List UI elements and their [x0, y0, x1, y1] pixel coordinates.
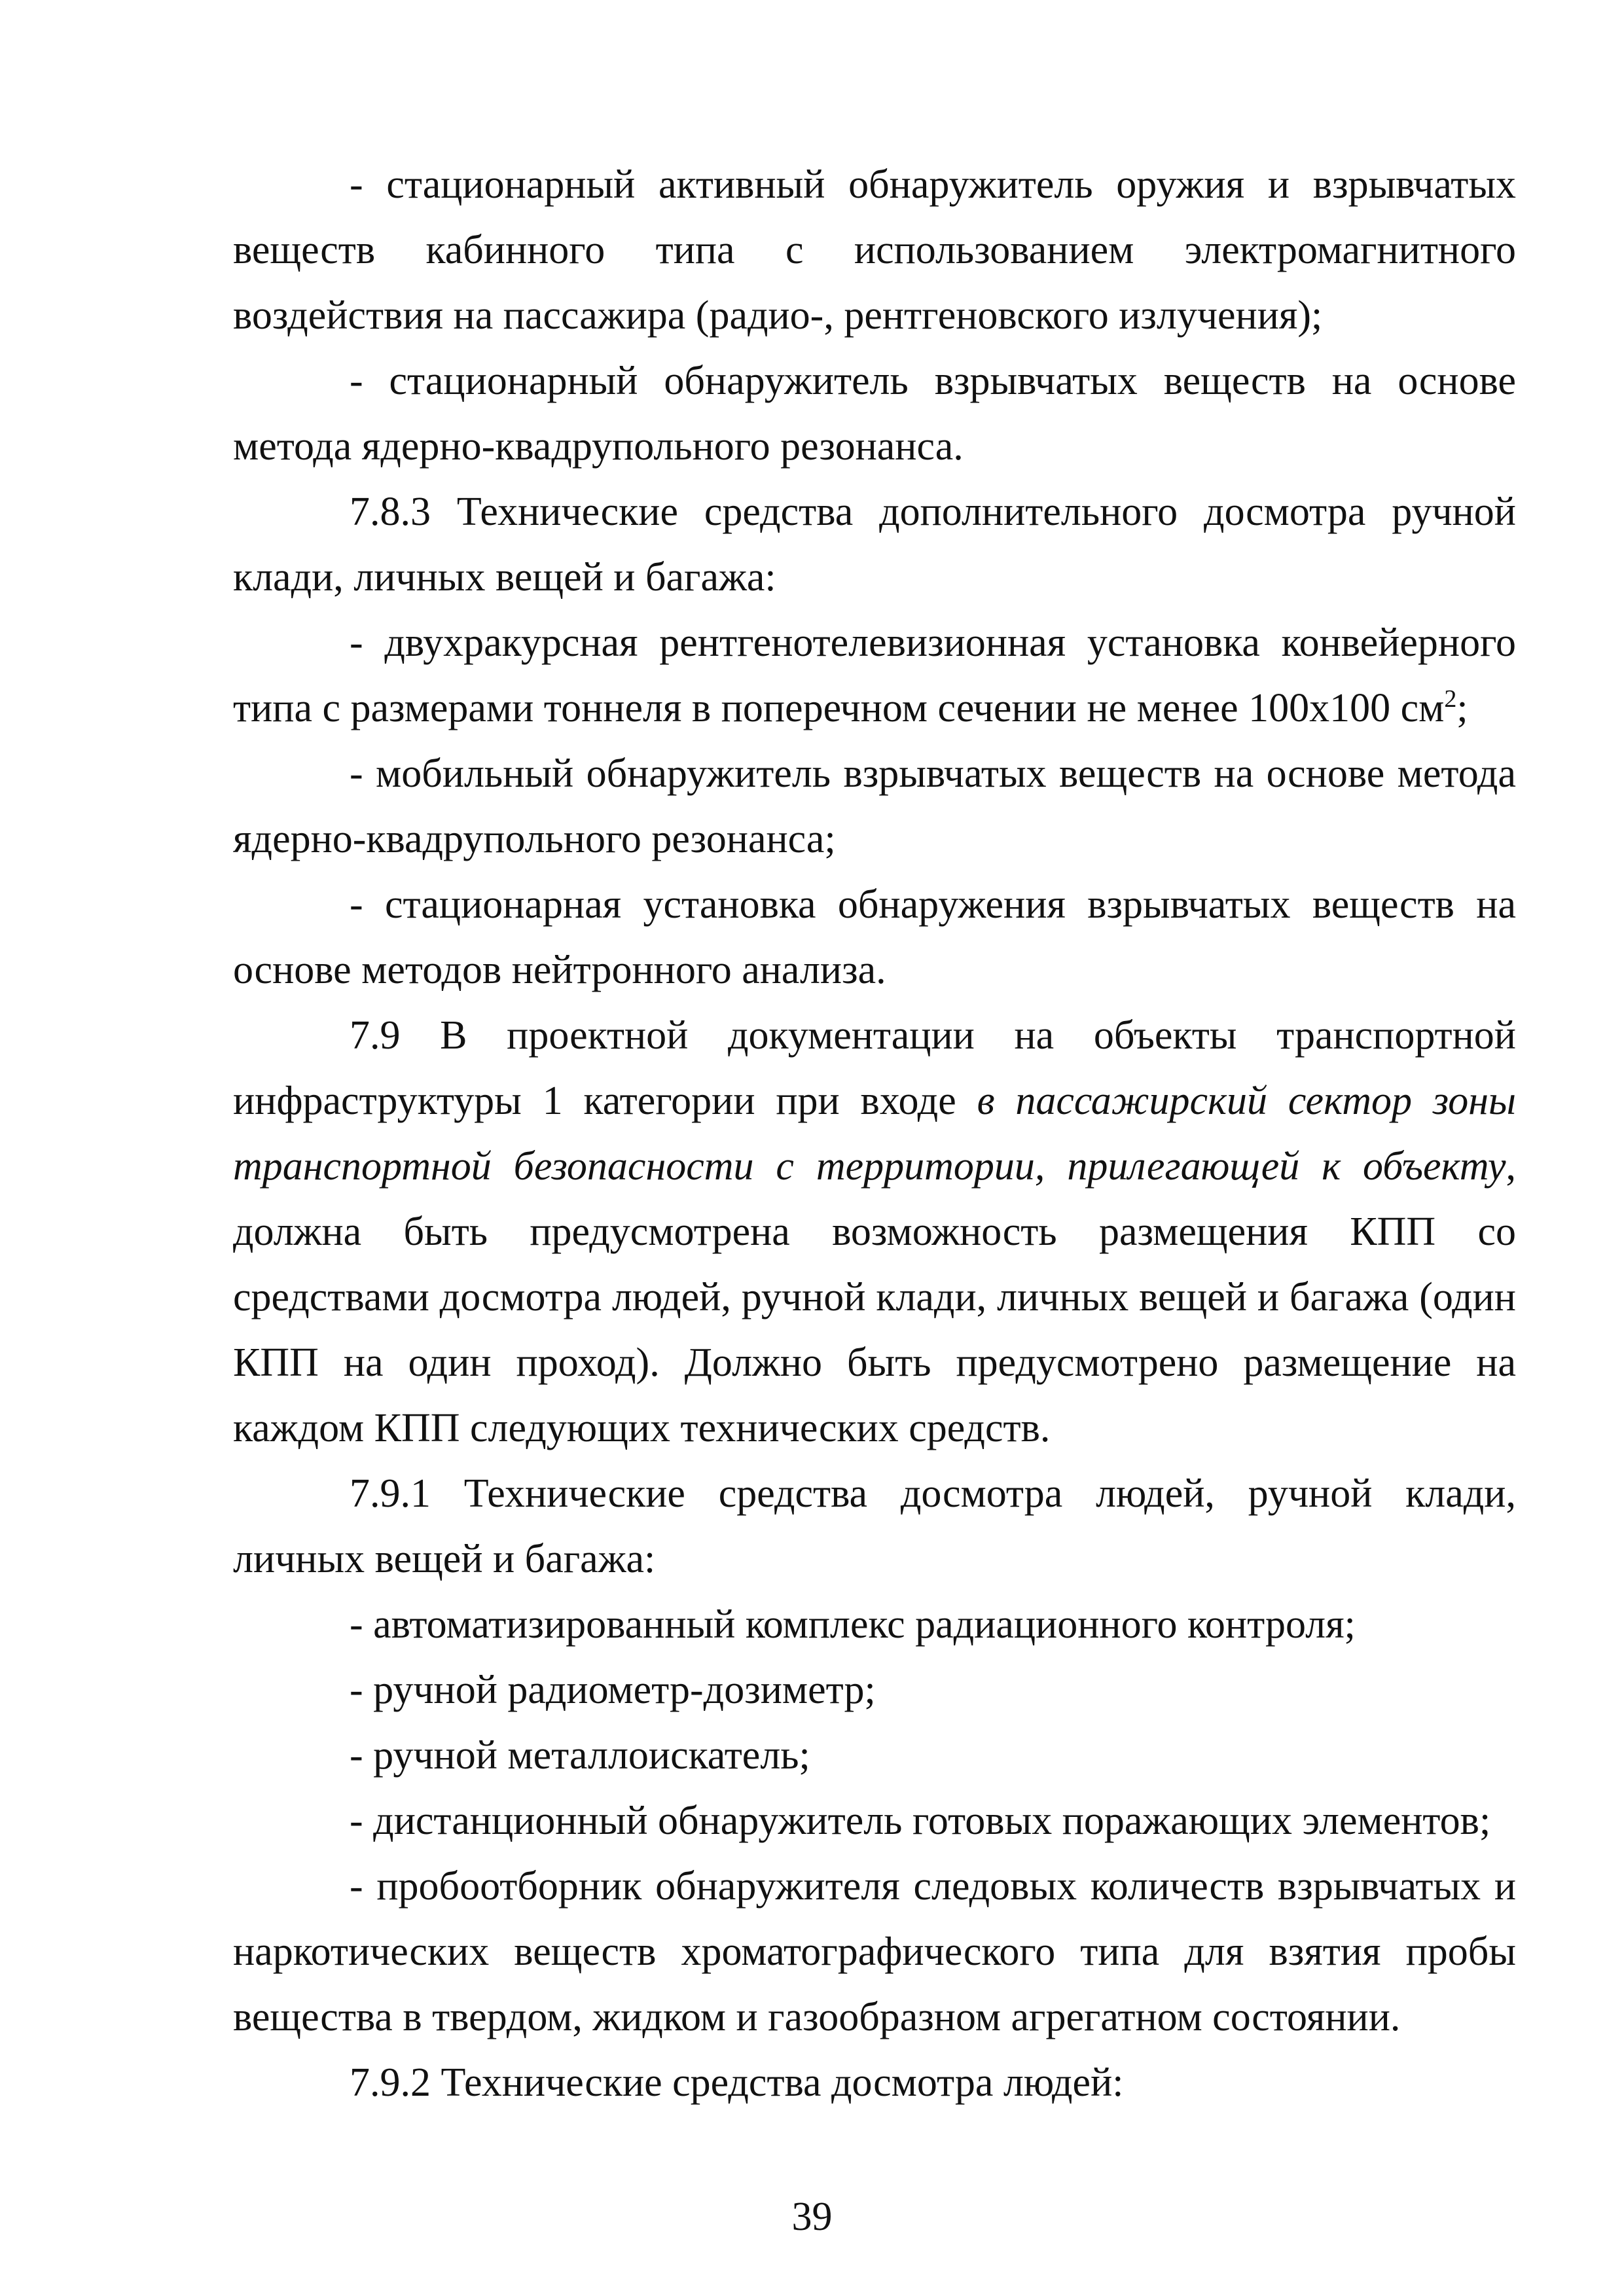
paragraph-7-8-3: 7.8.3 Технические средства дополнительного досмотра ручной клади, личных вещей и багажа: — [233, 490, 1516, 600]
list-item-radiometer: - ручной радиометр-дозиметр; — [350, 1668, 876, 1712]
paragraph-7-9-2: 7.9.2 Технические средства досмотра людей: — [350, 2060, 1124, 2105]
paragraph-cabin-detector: - стационарный активный обнаружитель оружия и взрывчатых веществ кабинного типа с использованием электромагнитного воздействия на пассажира (радио-, рентгеновского излучения); — [233, 162, 1516, 338]
paragraph-neutron-analysis: - стационарная установка обнаружения взрывчатых веществ на основе методов нейтронного анализа. — [233, 882, 1516, 992]
section-7-9-end: , должна быть предусмотрена возможность размещения КПП со средствами досмотра людей, ручной клади, личных вещей и багажа (один КПП на один проход). Должно быть предусмотрено размещение на каждом КПП следующих технических средств. — [233, 1144, 1516, 1450]
list-item-radiation-control: - автоматизированный комплекс радиационного контроля; — [350, 1602, 1356, 1647]
section-7-9-start: 7.9 В проектной документации на объекты транспортной инфраструктуры 1 категории при входе — [233, 1013, 1516, 1123]
paragraph-nqr-detector: - стационарный обнаружитель взрывчатых веществ на основе метода ядерно-квадрупольного резонанса. — [233, 359, 1516, 469]
paragraph-7-9 — [233, 1003, 1516, 1461]
list-item-metal-detector: - ручной металлоискатель; — [350, 1733, 810, 1778]
xray-conveyor-text: - двухракурсная рентгенотелевизионная установка конвейерного типа с размерами тоннеля в поперечном сечении не менее 100х100 см — [233, 620, 1516, 730]
xray-conveyor-end: ; — [1456, 686, 1468, 730]
paragraph-sampler: - пробоотборник обнаружителя следовых количеств взрывчатых и наркотических веществ хроматографического типа для взятия пробы вещества в твердом, жидком и газообразном агрегатном состоянии. — [233, 1864, 1516, 2039]
paragraph-mobile-detector: - мобильный обнаружитель взрывчатых веществ на основе метода ядерно-квадрупольного резонанса; — [233, 751, 1516, 861]
page-body — [233, 152, 1516, 2115]
superscript-2: 2 — [1444, 685, 1457, 713]
paragraph-xray-conveyor — [233, 610, 1516, 741]
paragraph-7-9-1: 7.9.1 Технические средства досмотра людей, ручной клади, личных вещей и багажа: — [233, 1471, 1516, 1581]
section-7-9-italic: в пассажирский сектор зоны транспортной безопасности с территории, прилегающей к объекту — [233, 1079, 1516, 1189]
page-number: 39 — [791, 2195, 833, 2239]
list-item-remote-detector: - дистанционный обнаружитель готовых поражающих элементов; — [350, 1799, 1491, 1843]
